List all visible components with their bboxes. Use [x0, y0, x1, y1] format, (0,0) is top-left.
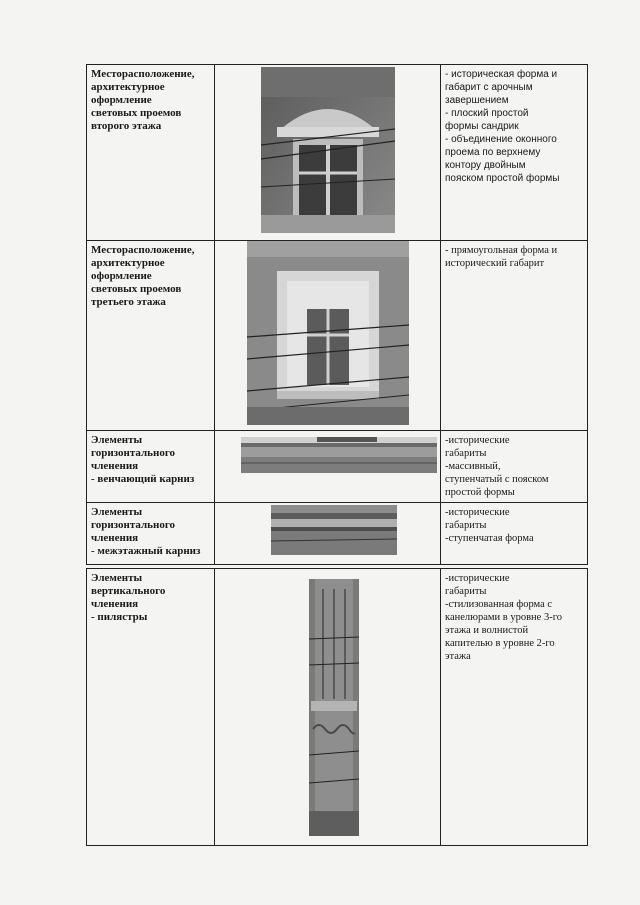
- text-line: - пилястры: [91, 611, 148, 623]
- text-line: архитектурное: [91, 257, 165, 269]
- text-line: - историческая форма и: [445, 69, 558, 80]
- pilaster-photo: [309, 579, 359, 836]
- text-line: ступенчатый с пояском: [445, 474, 549, 485]
- text-line: этажа: [445, 651, 471, 662]
- row-description: [445, 572, 583, 663]
- text-line: световых проемов: [91, 283, 182, 295]
- text-line: Элементы: [91, 506, 143, 518]
- row-label-cell: [87, 241, 215, 431]
- text-line: световых проемов: [91, 107, 182, 119]
- text-line: - плоский простой: [445, 108, 529, 119]
- text-line: вертикального: [91, 585, 166, 597]
- photo-cell: [215, 431, 441, 503]
- text-line: габарит с арочным: [445, 82, 533, 93]
- row-description: [445, 434, 583, 499]
- window-rectangular-photo: [247, 241, 409, 425]
- text-line: горизонтального: [91, 519, 176, 531]
- photo-cell: [215, 503, 441, 565]
- row-description-cell: [441, 569, 588, 846]
- text-line: этажа и волнистой: [445, 625, 529, 636]
- row-label: [91, 506, 210, 558]
- text-line: габариты: [445, 586, 487, 597]
- facade-vertical-elements-table: [86, 568, 588, 846]
- text-line: -ступенчатая форма: [445, 533, 534, 544]
- photo-cell: [215, 65, 441, 241]
- text-line: Месторасположение,: [91, 68, 195, 80]
- photo-cell: [215, 569, 441, 846]
- cornice-interfloor-photo: [271, 505, 397, 555]
- text-line: третьего этажа: [91, 296, 166, 308]
- row-label: [91, 572, 210, 624]
- table-row: [87, 431, 588, 503]
- text-line: горизонтального: [91, 447, 176, 459]
- photo-cell: [215, 241, 441, 431]
- text-line: - венчающий карниз: [91, 473, 195, 485]
- text-line: -стилизованная форма с: [445, 599, 553, 610]
- row-description-cell: [441, 241, 588, 431]
- text-line: -исторические: [445, 573, 510, 584]
- row-description: [445, 68, 583, 185]
- row-label-cell: [87, 65, 215, 241]
- text-line: оформление: [91, 270, 152, 282]
- text-line: завершением: [445, 95, 509, 106]
- table-row: [87, 503, 588, 565]
- text-line: оформление: [91, 94, 152, 106]
- row-description-cell: [441, 503, 588, 565]
- text-line: -исторические: [445, 507, 510, 518]
- table-row: [87, 569, 588, 846]
- text-line: габариты: [445, 520, 487, 531]
- table-row: [87, 65, 588, 241]
- text-line: капителью в уровне 2-го: [445, 638, 555, 649]
- text-line: пояском простой формы: [445, 173, 560, 184]
- row-description: [445, 244, 583, 270]
- text-line: формы сандрик: [445, 121, 519, 132]
- text-line: -исторические: [445, 435, 510, 446]
- facade-elements-table: [86, 64, 588, 565]
- text-line: контору двойным: [445, 160, 526, 171]
- text-line: Элементы: [91, 572, 143, 584]
- window-arched-photo: [261, 67, 395, 233]
- text-line: - прямоугольная форма и: [445, 245, 558, 256]
- cornice-crowning-photo: [241, 437, 437, 473]
- row-description: [445, 506, 583, 545]
- text-line: Месторасположение,: [91, 244, 195, 256]
- row-label-cell: [87, 569, 215, 846]
- text-line: габариты: [445, 448, 487, 459]
- text-line: архитектурное: [91, 81, 165, 93]
- text-line: проема по верхнему: [445, 147, 541, 158]
- text-line: второго этажа: [91, 120, 162, 132]
- text-line: канелюрами в уровне 3-го: [445, 612, 563, 623]
- table-row: [87, 241, 588, 431]
- row-label-cell: [87, 431, 215, 503]
- text-line: членения: [91, 460, 139, 472]
- row-label: [91, 244, 210, 309]
- row-description-cell: [441, 431, 588, 503]
- text-line: членения: [91, 598, 139, 610]
- text-line: членения: [91, 532, 139, 544]
- text-line: - объединение оконного: [445, 134, 557, 145]
- text-line: -массивный,: [445, 461, 501, 472]
- row-label: [91, 434, 210, 486]
- text-line: Элементы: [91, 434, 143, 446]
- text-line: исторический габарит: [445, 258, 545, 269]
- text-line: простой формы: [445, 487, 515, 498]
- text-line: - межэтажный карниз: [91, 545, 201, 557]
- row-description-cell: [441, 65, 588, 241]
- row-label-cell: [87, 503, 215, 565]
- row-label: [91, 68, 210, 133]
